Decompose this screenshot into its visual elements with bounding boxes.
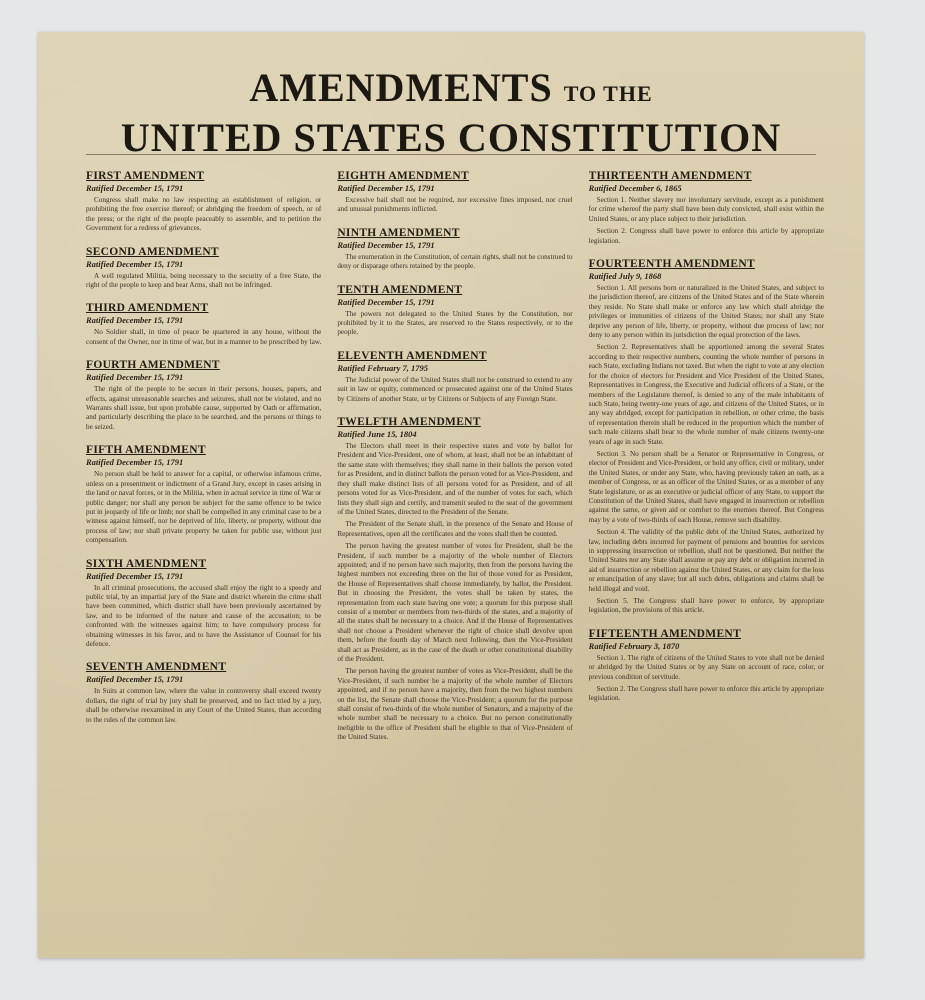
ratified-date: Ratified December 15, 1791	[86, 315, 184, 326]
document-title	[38, 65, 864, 160]
amendment-text: Section 4. The validity of the public debt of the United States, authorized by law, including debts incurred for payment of pensions and bounties for services in suppressing insurrection or rebellion, shall not be questioned. But neither the United States nor any State shall assume or pay any debt or obligation incurred in aid of insurrection or rebellion against the United States, or any claim for the loss or emancipation of any slave; but all such debts, obligations and claims shall be held illegal and void.	[588, 528, 824, 593]
amendment-text: The person having the greatest number of votes as Vice-President, shall be the Vice-President, if such number be a majority of the whole number of Electors appointed, and if no person have a majority, then from the two highest numbers on the list, the Senate shall choose the Vice-President; a quorum for the purpose shall consist of two-thirds of the whole number of Senators, and a majority of the whole number shall be necessary to a choice. But no person constitutionally ineligible to the office of President shall be eligible to that of Vice-President of the United States.	[337, 667, 573, 742]
amendment-heading: SEVENTH AMENDMENT	[86, 661, 227, 674]
amendment-text: Section 1. All persons born or naturalized in the United States, and subject to the jurisdiction thereof, are citizens of the United States and of the State wherein they reside. No State shall make or enforce any law which shall abridge the privileges or immunities of citizens of the United States; nor shall any State deprive any person of life, liberty, or property, without due process of law; nor deny to any person within its jurisdiction the equal protection of the laws.	[588, 284, 824, 340]
ratified-date: Ratified June 15, 1804	[337, 429, 417, 440]
amendment-block	[337, 350, 572, 404]
amendment-text: The right of the people to be secure in their persons, houses, papers, and effects, against unreasonable searches and seizures, shall not be violated, and no Warrants shall issue, but upon probable cause, supported by Oath or affirmation, and particularly describing the place to be searched, and the persons or things to be seized.	[86, 385, 322, 431]
title-line-2: UNITED STATES CONSTITUTION	[120, 115, 782, 160]
amendment-block	[589, 170, 824, 246]
amendment-heading: SIXTH AMENDMENT	[86, 557, 207, 570]
amendment-heading: FIFTH AMENDMENT	[86, 444, 206, 457]
amendment-text: Section 1. The right of citizens of the United States to vote shall not be denied or abridged by the United States or by any State on account of race, color, or previous condition of servitude.	[588, 653, 824, 681]
amendment-heading: TWELFTH AMENDMENT	[337, 416, 481, 429]
ratified-date: Ratified December 15, 1791	[86, 570, 184, 581]
amendment-block	[86, 661, 321, 725]
amendment-heading: FIRST AMENDMENT	[86, 170, 205, 182]
amendment-heading: SECOND AMENDMENT	[86, 245, 219, 258]
amendment-block	[86, 359, 321, 432]
amendment-heading: FIFTEENTH AMENDMENT	[588, 627, 741, 640]
amendment-block	[86, 444, 321, 545]
amendment-block	[86, 558, 321, 650]
amendment-heading: EIGHTH AMENDMENT	[337, 170, 469, 182]
amendment-text: Section 2. Representatives shall be apportioned among the several States according to their respective numbers, counting the whole number of persons in each State, excluding Indians not taxed. But when the right to vote at any election for the choice of electors for President and Vice President of the United States, Representatives in Congress, the Executive and Judicial officers of a State, or the members of the Legislature thereof, is denied to any of the male inhabitants of such State, being twenty-one years of age, and citizens of the United States, or in any way abridged, except for participation in rebellion, or other crime, the basis of representation therein shall be reduced in the proportion which the number of such male citizens shall bear to the whole number of male citizens twenty-one years of age in such State.	[588, 343, 824, 446]
amendment-block	[86, 302, 321, 347]
amendment-block	[337, 284, 572, 338]
amendment-block	[337, 170, 572, 215]
title-amendments: AMENDMENTS	[249, 65, 553, 110]
amendment-text: The powers not delegated to the United States by the Constitution, nor prohibited by it to the States, are reserved to the States respectively, or to the people.	[337, 309, 573, 337]
title-divider	[86, 154, 816, 155]
amendment-columns	[86, 170, 824, 944]
amendment-text: Section 5. The Congress shall have power to enforce, by appropriate legislation, the provisions of this article.	[588, 597, 824, 615]
amendment-heading: THIRTEENTH AMENDMENT	[588, 170, 752, 182]
ratified-date: Ratified December 15, 1791	[86, 457, 184, 468]
amendment-text: Excessive bail shall not be required, nor excessive fines imposed, nor cruel and unusual punishments inflicted.	[337, 196, 573, 214]
amendment-text: No person shall be held to answer for a capital, or otherwise infamous crime, unless on a presentment or indictment of a Grand Jury, except in cases arising in the land or naval forces, or in the Militia, when in actual service in time of War or public danger; nor shall any person be subject for the same offence to be twice put in jeopardy of life or limb; nor shall be compelled in any criminal case to be a witness against himself, nor be deprived of life, liberty, or property, without due process of law; nor shall private property be taken for public use, without just compensation.	[86, 470, 322, 545]
amendment-text: Section 3. No person shall be a Senator or Representative in Congress, or elector of President and Vice-President, or hold any office, civil or military, under the United States, or under any State, who, having previously taken an oath, as a member of Congress, or as an officer of the United States, or as a member of any State legislature, or as an executive or judicial officer of any State, to support the Constitution of the United States, shall have engaged in insurrection or rebellion against the same, or given aid or comfort to the enemies thereof. But Congress may by a vote of two-thirds of each House, remove such disability.	[588, 449, 824, 524]
amendment-block	[337, 227, 572, 272]
column-middle	[337, 170, 572, 944]
amendment-heading: ELEVENTH AMENDMENT	[337, 349, 487, 362]
ratified-date: Ratified December 6, 1865	[588, 183, 682, 193]
amendment-text: Section 2. Congress shall have power to enforce this article by appropriate legislation.	[588, 227, 824, 245]
amendment-block	[86, 246, 321, 291]
amendment-text: The Electors shall meet in their respective states and vote by ballot for President and Vice-President, one of whom, at least, shall not be an inhabitant of the same state with themselves; they shall name in their ballots the person voted for as President, and in distinct ballots the person voted for as Vice-President, and they shall make distinct lists of all persons voted for as President, and of all persons voted for as Vice-President, and of the number of votes for each, which lists they shall sign and certify, and transmit sealed to the seat of the government of the United States, directed to the President of the Senate.	[337, 442, 573, 516]
amendment-text: Congress shall make no law respecting an establishment of religion, or prohibiting the free exercise thereof; or abridging the freedom of speech, or of the press; or the right of the people peaceably to assemble, and to petition the Government for a redress of grievances.	[86, 196, 322, 233]
amendment-text: The Judicial power of the United States shall not be construed to extend to any suit in law or equity, commenced or prosecuted against one of the United States by Citizens of another State, or by Citizens or Subjects of any Foreign State.	[337, 375, 573, 403]
ratified-date: Ratified December 15, 1791	[86, 372, 184, 383]
column-right	[589, 170, 824, 944]
amendment-block	[86, 170, 321, 234]
ratified-date: Ratified February 3, 1870	[588, 640, 680, 651]
amendment-block	[589, 258, 824, 616]
amendment-text: The person having the greatest number of votes for President, shall be the President, if such number be a majority of the whole number of Electors appointed; and if no person have such majority, then from the persons having the highest numbers not exceeding three on the list of those voted for as President, the House of Representatives shall choose immediately, by ballot, the President. But in choosing the President, the votes shall be taken by states, the representation from each state having one vote; a quorum for this purpose shall consist of a member or members from two-thirds of the states, and a majority of all the states shall be necessary to a choice. And if the House of Representatives shall not choose a President whenever the right of choice shall devolve upon them, before the fourth day of March next following, then the Vice-President shall act as President, as in the case of the death or other constitutional disability of the President.	[337, 542, 573, 663]
ratified-date: Ratified February 7, 1795	[337, 362, 428, 373]
amendment-heading: TENTH AMENDMENT	[337, 283, 463, 296]
amendment-text: Section 2. The Congress shall have power to enforce this article by appropriate legislation.	[588, 685, 824, 703]
amendment-text: The enumeration in the Constitution, of certain rights, shall not be construed to deny or disparage others retained by the people.	[337, 252, 573, 271]
amendment-text: In all criminal prosecutions, the accused shall enjoy the right to a speedy and public trial, by an impartial jury of the State and district wherein the crime shall have been committed, which district shall have been previously ascertained by law, and to be informed of the nature and cause of the accusation; to be confronted with the witnesses against him; to have compulsory process for obtaining witnesses in his favor, and to have the Assistance of Counsel for his defence.	[86, 583, 322, 648]
column-left	[86, 170, 321, 944]
ratified-date: Ratified December 15, 1791	[337, 183, 435, 193]
amendment-heading: NINTH AMENDMENT	[337, 226, 460, 239]
ratified-date: Ratified July 9, 1868	[588, 271, 662, 282]
amendment-text: The President of the Senate shall, in the presence of the Senate and House of Representatives, open all the certificates and the votes shall then be counted.	[337, 520, 573, 538]
amendment-heading: FOURTEENTH AMENDMENT	[588, 258, 755, 271]
ratified-date: Ratified December 15, 1791	[86, 674, 184, 685]
title-to-the: TO THE	[563, 81, 653, 106]
ratified-date: Ratified December 15, 1791	[86, 258, 184, 269]
parchment-document	[38, 32, 864, 958]
amendment-heading: FOURTH AMENDMENT	[86, 359, 220, 372]
amendment-text: In Suits at common law, where the value in controversy shall exceed twenty dollars, the right of trial by jury shall be preserved, and no fact tried by a jury, shall be otherwise reexamined in any Court of the United States, than according to the rules of the common law.	[86, 687, 322, 724]
ratified-date: Ratified December 15, 1791	[86, 183, 184, 193]
amendment-text: Section 1. Neither slavery nor involuntary servitude, except as a punishment for crime whereof the party shall have been duly convicted, shall exist within the United States, or any place subject to their jurisdiction.	[588, 196, 824, 223]
amendment-block	[589, 628, 824, 704]
ratified-date: Ratified December 15, 1791	[337, 296, 435, 307]
amendment-block	[337, 416, 572, 743]
amendment-heading: THIRD AMENDMENT	[86, 302, 209, 315]
ratified-date: Ratified December 15, 1791	[337, 239, 435, 250]
title-line-1	[38, 65, 864, 110]
amendment-text: A well regulated Militia, being necessary to the security of a free State, the right of the people to keep and bear Arms, shall not be infringed.	[86, 271, 322, 290]
amendment-text: No Soldier shall, in time of peace be quartered in any house, without the consent of the Owner, nor in time of war, but in a manner to be prescribed by law.	[86, 328, 322, 346]
